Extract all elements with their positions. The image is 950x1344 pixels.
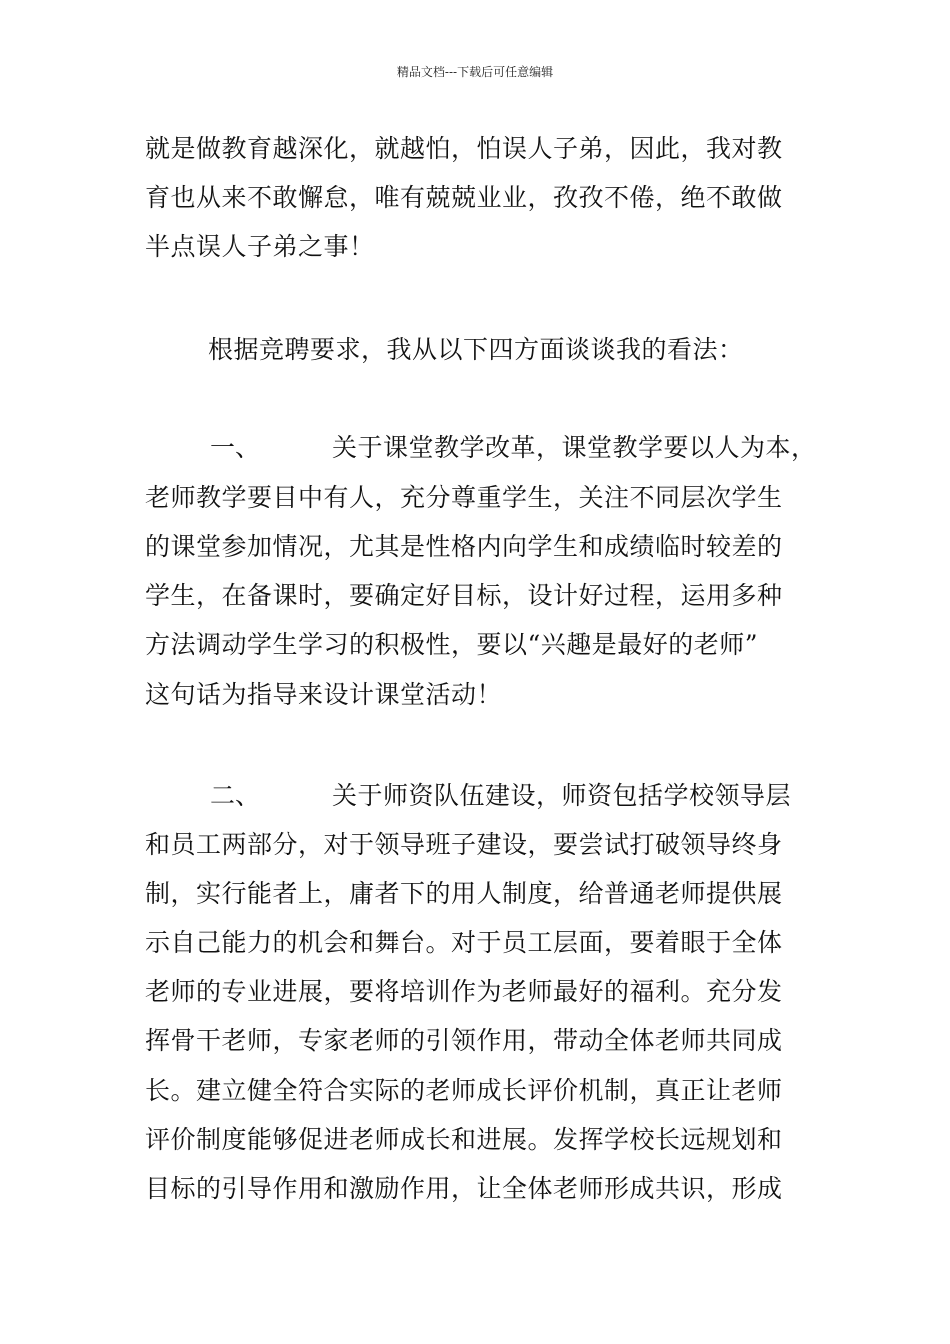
section1-number: 一、 xyxy=(210,433,261,462)
section1-line-3: 的课堂参加情况，尤其是性格内向学生和成绩临时较差的 xyxy=(145,532,783,561)
section2-line-6: 挥骨干老师，专家老师的引领作用，带动全体老师共同成 xyxy=(145,1026,783,1055)
section1-line-2: 老师教学要目中有人，充分尊重学生，关注不同层次学生 xyxy=(145,483,783,512)
section2-first-line: 关于师资队伍建设，师资包括学校领导层 xyxy=(332,781,792,810)
section2-line-2: 和员工两部分，对于领导班子建设，要尝试打破领导终身 xyxy=(145,830,783,859)
section1-first-line: 关于课堂教学改革，课堂教学要以人为本， xyxy=(332,433,817,462)
page-header: 精品文档---下载后可任意编辑 xyxy=(396,65,554,79)
section2-line-8: 评价制度能够促进老师成长和进展。发挥学校长远规划和 xyxy=(145,1125,783,1154)
section1-line-4: 学生，在备课时，要确定好目标，设计好过程，运用多种 xyxy=(145,581,783,610)
intro-line-2: 育也从来不敢懈怠，唯有兢兢业业，孜孜不倦，绝不敢做 xyxy=(145,183,783,212)
section2-number: 二、 xyxy=(210,781,261,810)
section2-line-4: 示自己能力的机会和舞台。对于员工层面，要着眼于全体 xyxy=(145,928,783,957)
section1-line-6: 这句话为指导来设计课堂活动！ xyxy=(145,680,503,709)
section1-line-5: 方法调动学生学习的积极性，要以“兴趣是最好的老师” xyxy=(145,630,759,659)
intro-line-3: 半点误人子弟之事！ xyxy=(145,232,375,261)
section2-line-7: 长。建立健全符合实际的老师成长评价机制，真正让老师 xyxy=(145,1076,783,1105)
section2-line-3: 制，实行能者上，庸者下的用人制度，给普通老师提供展 xyxy=(145,879,783,908)
section2-line-9: 目标的引导作用和激励作用，让全体老师形成共识，形成 xyxy=(145,1174,783,1203)
section2-line-5: 老师的专业进展，要将培训作为老师最好的福利。充分发 xyxy=(145,977,783,1006)
lead-paragraph: 根据竞聘要求，我从以下四方面谈谈我的看法： xyxy=(208,335,744,364)
intro-line-1: 就是做教育越深化，就越怕，怕误人子弟，因此，我对教 xyxy=(145,134,783,163)
